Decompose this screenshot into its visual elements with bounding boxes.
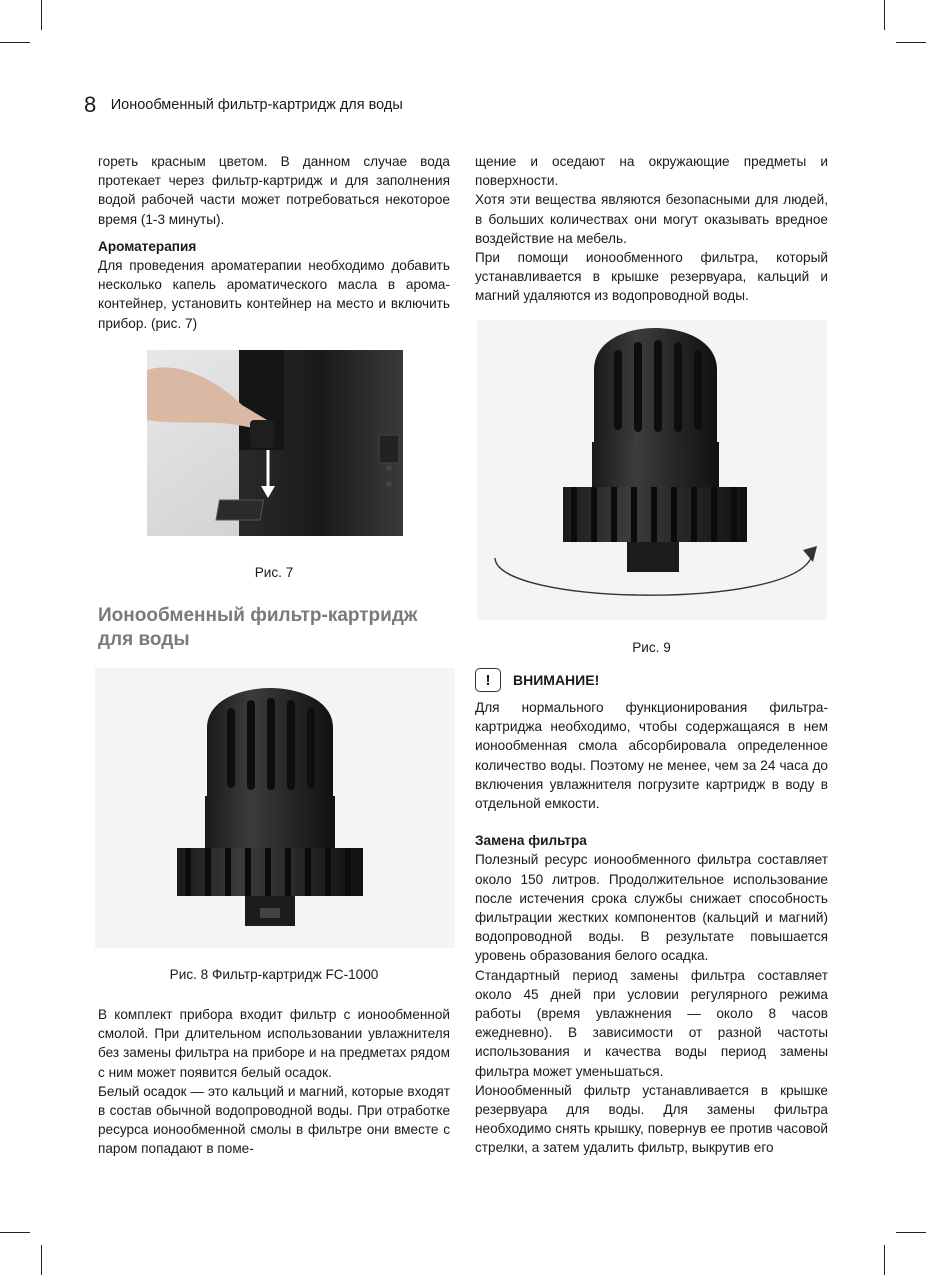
- right-column-top: [475, 152, 828, 306]
- page-number: 8: [84, 92, 97, 117]
- aroma-container-illustration: [147, 350, 403, 536]
- aroma-heading: Ароматерапия: [98, 238, 197, 254]
- warning-label: ВНИМАНИЕ!: [513, 672, 600, 688]
- running-title: Ионообменный фильтр-картридж для воды: [110, 97, 403, 113]
- crop-mark: [884, 0, 885, 30]
- right-column-bottom: [475, 698, 828, 1158]
- section-title: [98, 604, 458, 652]
- period-paragraph: Стандартный период замены фильтра составляет около 45 дней при условии регулярного режима работы (время увлажнения — около 8 часов ежедневно). В зависимости от разной частоты использования и качества воды период замены фильтра может уменьшаться.: [475, 967, 828, 1079]
- figure-8-photo: [95, 668, 455, 948]
- left-column-top: [98, 152, 450, 333]
- safety-paragraph: Хотя эти вещества являются безопасными для людей, в больших количествах они могут оказывать вредное воздействие на мебель.: [475, 192, 828, 246]
- replace-heading: Замена фильтра: [475, 833, 587, 849]
- section-title-line-2: для воды: [98, 629, 190, 650]
- kit-paragraph: В комплект прибора входит фильтр с ионообменной смолой. При длительном использовании увлажнителя без замены фильтра на приборе и на предметах рядом с ним может появится белый осадок.: [98, 1007, 450, 1080]
- warning-exclamation-icon: !: [475, 668, 501, 692]
- continuation-paragraph: щение и оседают на окружающие предметы и поверхности.: [475, 154, 828, 189]
- aroma-paragraph: Для проведения ароматерапии необходимо добавить несколько капель ароматического масла в арома-контейнер, установить контейнер на место и включить прибор. (рис. 7): [98, 258, 450, 331]
- section-title-line-1: Ионообменный фильтр-картридж: [98, 605, 418, 626]
- crop-mark: [0, 42, 30, 43]
- install-paragraph: Ионообменный фильтр устанавливается в крышке резервуара для воды. Для замены фильтра необходимо снять крышку, повернув ее против часовой стрелки, а затем удалить фильтр, выкрутив его: [475, 1082, 828, 1156]
- figure-8-caption: Рис. 8 Фильтр-картридж FC-1000: [169, 967, 379, 982]
- filter-paragraph: При помощи ионообменного фильтра, который устанавливается в крышке резервуара, кальций и магний удаляются из водопроводной воды.: [475, 250, 828, 304]
- filter-rotation-illustration: [477, 320, 827, 620]
- intro-paragraph: гореть красным цветом. В данном случае вода протекает через фильтр-картридж и для заполнения водой рабочей части может потребоваться некоторое время (1-3 минуты).: [98, 154, 450, 227]
- crop-mark: [41, 0, 42, 30]
- figure-9-photo: [477, 320, 827, 620]
- crop-mark: [41, 1245, 42, 1275]
- crop-mark: [896, 42, 926, 43]
- crop-mark: [884, 1245, 885, 1275]
- figure-7-caption: Рис. 7: [254, 565, 294, 580]
- resource-paragraph: Полезный ресурс ионообменного фильтра составляет около 150 литров. Продолжительное использование после истечения срока службы снижает способность фильтрации жестких компонентов (кальций и магний) водопроводной воды. В результате повышается уровень образования белого осадка.: [475, 852, 828, 964]
- left-column-bottom: [98, 1005, 450, 1159]
- figure-9-caption: Рис. 9: [632, 640, 671, 655]
- figure-7-photo: [147, 350, 403, 536]
- warning-heading: [475, 668, 599, 692]
- crop-mark: [0, 1232, 30, 1233]
- filter-cartridge-illustration: [95, 668, 455, 948]
- page-header: [84, 92, 403, 118]
- warning-paragraph: Для нормального функционирования фильтра-картриджа необходимо, чтобы содержащаяся в нем ионообменная смола абсорбировала определенное количество воды. Поэтому не менее, чем за 24 часа до включения увлажнителя погрузите картридж в воду в отдельной емкости.: [475, 700, 828, 812]
- crop-mark: [896, 1232, 926, 1233]
- residue-paragraph: Белый осадок — это кальций и магний, которые входят в состав обычной водопроводной воды. При отработке ресурса ионообменной смолы в фильтре они вместе с паром попадают в поме-: [98, 1083, 450, 1157]
